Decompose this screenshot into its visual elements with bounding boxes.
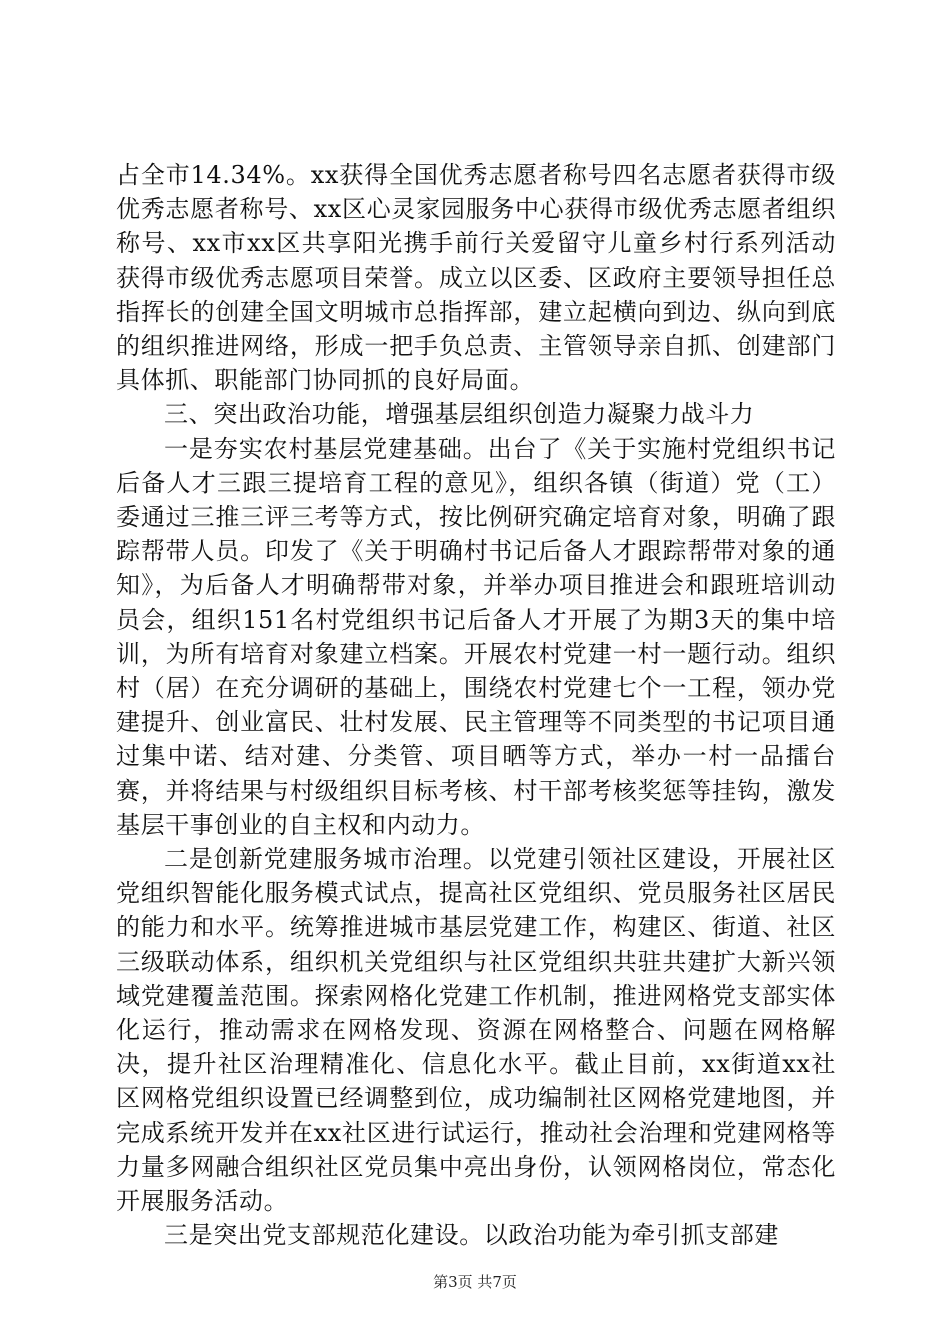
document-body: [116, 158, 836, 1253]
section-heading: 三、突出政治功能，增强基层组织创造力凝聚力战斗力: [164, 400, 755, 429]
paragraph-branch-standardization: 三是突出党支部规范化建设。以政治功能为牵引抓支部建: [164, 1221, 779, 1250]
page-footer: 第3页 共7页: [433, 1273, 517, 1291]
paragraph-continuation: 占全市14.34%。xx获得全国优秀志愿者称号四名志愿者获得市级优秀志愿者称号、xx区心灵家园服务中心获得市级优秀志愿者组织称号、xx市xx区共享阳光携手前行关爱留守儿童乡村行系列活动获得市级优秀志愿项目荣誉。成立以区委、区政府主要领导担任总指挥长的创建全国文明城市总指挥部，建立起横向到边、纵向到底的组织推进网络，形成一把手负总责、主管领导亲自抓、创建部门具体抓、职能部门协同抓的良好局面。: [116, 161, 836, 395]
paragraph-rural-party-building: 一是夯实农村基层党建基础。出台了《关于实施村党组织书记后备人才三跟三提培育工程的意见》，组织各镇（街道）党（工）委通过三推三评三考等方式，按比例研究确定培育对象，明确了跟踪帮带人员。印发了《关于明确村书记后备人才跟踪帮带对象的通知》，为后备人才明确帮带对象，并举办项目推进会和跟班培训动员会，组织151名村党组织书记后备人才开展了为期3天的集中培训，为所有培育对象建立档案。开展农村党建一村一题行动。组织村（居）在充分调研的基础上，围绕农村党建七个一工程，领办党建提升、创业富民、壮村发展、民主管理等不同类型的书记项目通过集中诺、结对建、分类管、项目晒等方式，举办一村一品擂台赛，并将结果与村级组织目标考核、村干部考核奖惩等挂钩，激发基层干事创业的自主权和内动力。: [116, 434, 836, 839]
paragraph-urban-governance: 二是创新党建服务城市治理。以党建引领社区建设，开展社区党组织智能化服务模式试点，提高社区党组织、党员服务社区居民的能力和水平。统筹推进城市基层党建工作，构建区、街道、社区三级联动体系，组织机关党组织与社区党组织共驻共建扩大新兴领域党建覆盖范围。探索网格化党建工作机制，推进网格党支部实体化运行，推动需求在网格发现、资源在网格整合、问题在网格解决，提升社区治理精准化、信息化水平。截止目前，xx街道xx社区网格党组织设置已经调整到位，成功编制社区网格党建地图，并完成系统开发并在xx社区进行试运行，推动社会治理和党建网格等力量多网融合组织社区党员集中亮出身份，认领网格岗位，常态化开展服务活动。: [116, 845, 836, 1216]
